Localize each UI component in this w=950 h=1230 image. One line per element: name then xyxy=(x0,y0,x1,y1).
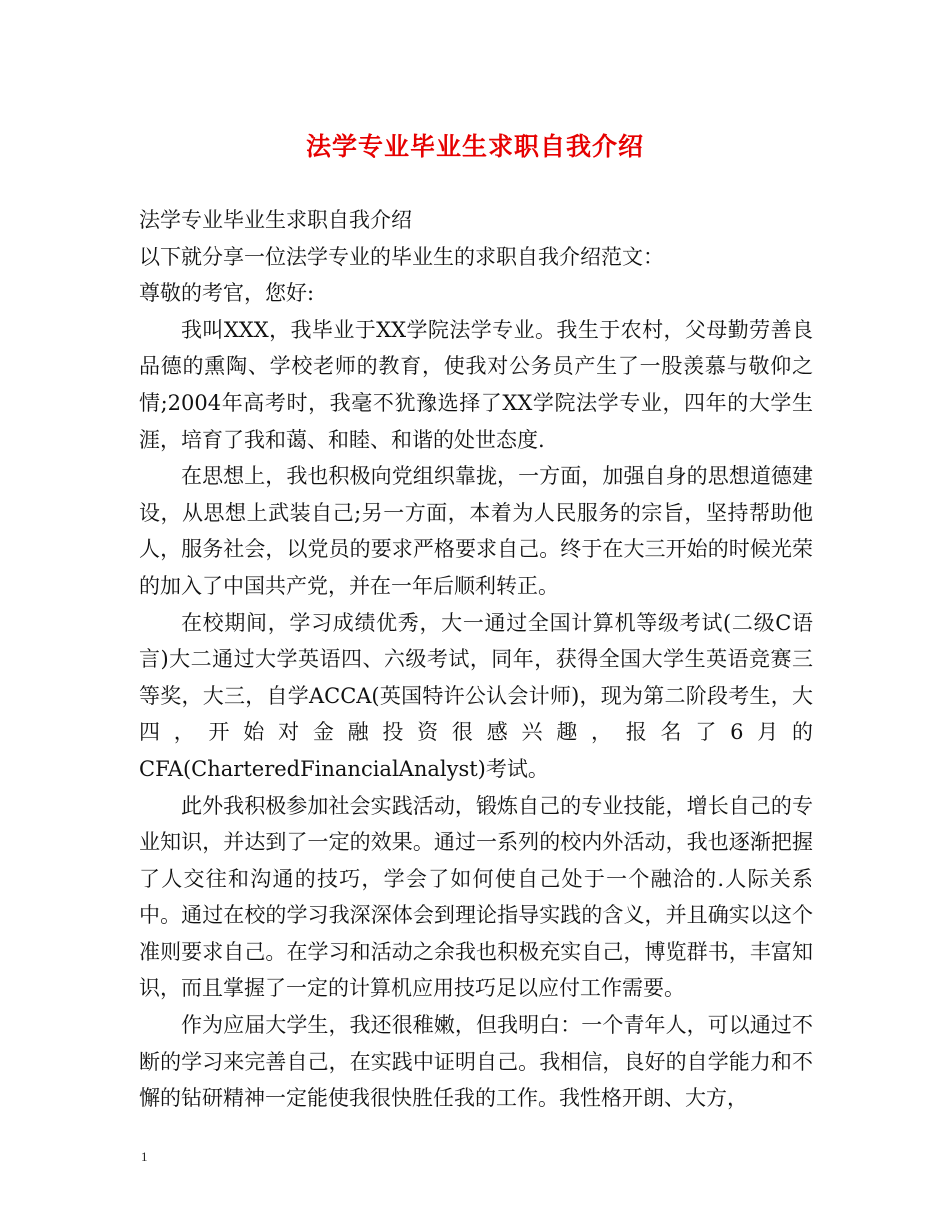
paragraph-academics: 在校期间，学习成绩优秀，大一通过全国计算机等级考试(二级C语言)大二通过大学英语四、六级考试，同年，获得全国大学生英语竞赛三等奖，大三，自学ACCA(英国特许公认会计师)，现为第二阶段考生，大四，开始对金融投资很感兴趣，报名了6月的CFA(CharteredFinancialAnalyst)考试。 xyxy=(139,610,813,781)
page-number: 1 xyxy=(141,1149,148,1164)
intro-line: 以下就分享一位法学专业的毕业生的求职自我介绍范文： xyxy=(139,244,664,269)
heading-line: 法学专业毕业生求职自我介绍 xyxy=(139,208,412,232)
paragraph-self-assessment: 作为应届大学生，我还很稚嫩，但我明白：一个青年人，可以通过不断的学习来完善自己，在实践中证明自己。我相信，良好的自学能力和不懈的钻研精神一定能使我很快胜任我的工作。我性格开朗、大方， xyxy=(139,1013,813,1111)
document-body xyxy=(139,202,813,1117)
page-title: 法学专业毕业生求职自我介绍 xyxy=(305,132,644,161)
paragraph-intro: 我叫XXX，我毕业于XX学院法学专业。我生于农村，父母勤劳善良品德的熏陶、学校老师的教育，使我对公务员产生了一股羡慕与敬仰之情;2004年高考时，我毫不犹豫选择了XX学院法学专业，四年的大学生涯，培育了我和蔼、和睦、和谐的处世态度. xyxy=(139,317,813,452)
greeting-line: 尊敬的考官，您好: xyxy=(139,281,315,306)
paragraph-ideology: 在思想上，我也积极向党组织靠拢，一方面，加强自身的思想道德建设，从思想上武装自己;另一方面，本着为人民服务的宗旨，坚持帮助他人，服务社会，以党员的要求严格要求自己。终于在大三开始的时候光荣的加入了中国共产党，并在一年后顺利转正。 xyxy=(139,464,813,598)
paragraph-activities: 此外我积极参加社会实践活动，锻炼自己的专业技能，增长自己的专业知识，并达到了一定的效果。通过一系列的校内外活动，我也逐渐把握了人交往和沟通的技巧，学会了如何使自己处于一个融洽的.人际关系中。通过在校的学习我深深体会到理论指导实践的含义，并且确实以这个准则要求自己。在学习和活动之余我也积极充实自己，博览群书，丰富知识，而且掌握了一定的计算机应用技巧足以应付工作需要。 xyxy=(139,793,813,1001)
